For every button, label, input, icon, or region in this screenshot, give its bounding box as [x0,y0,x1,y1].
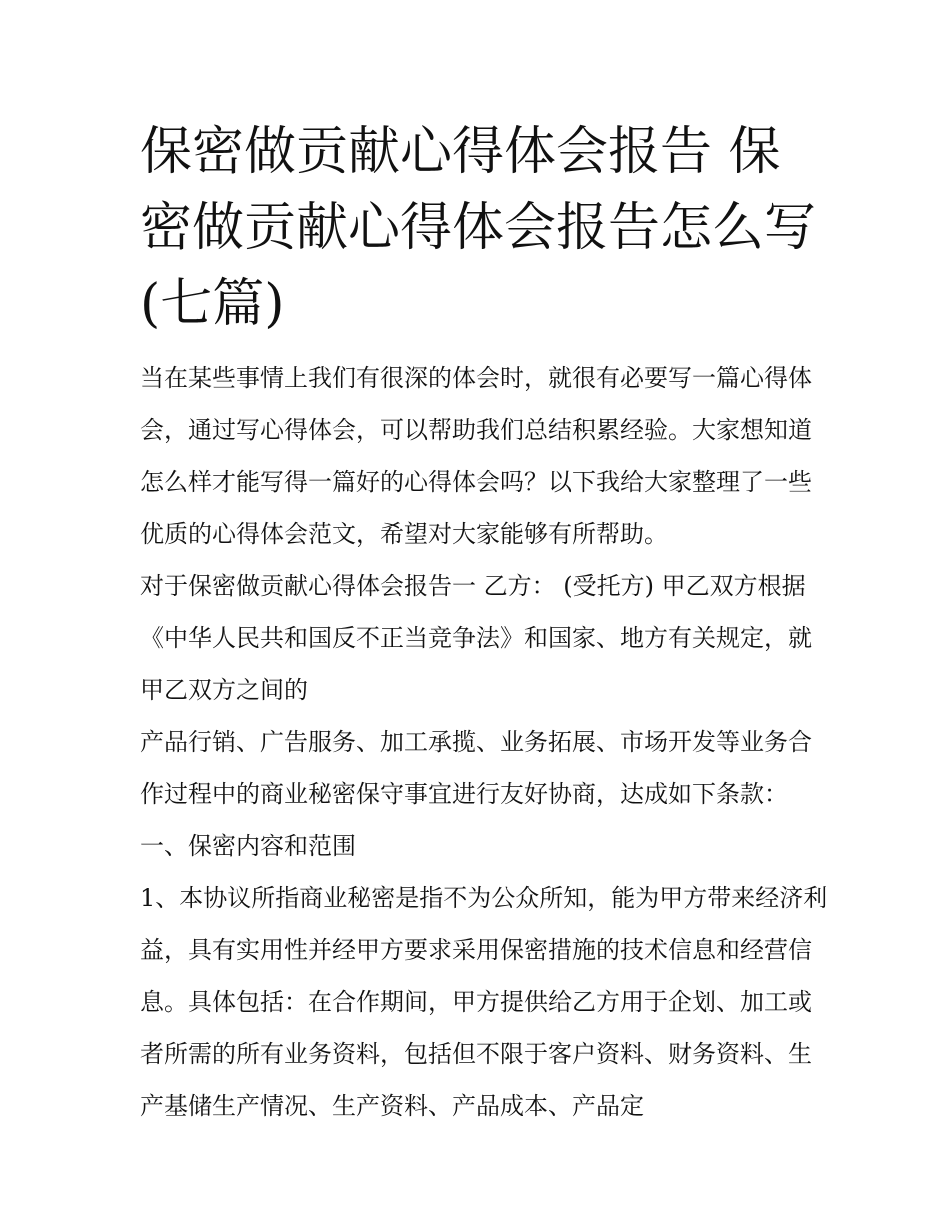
document-title: 保密做贡献心得体会报告 保密做贡献心得体会报告怎么写(七篇) [140,122,817,334]
paragraph-cooperation: 产品行销、广告服务、加工承揽、业务拓展、市场开发等业务合作过程中的商业秘密保守事宜进行友好协商，达成如下条款： 一、保密内容和范围 [140,728,812,860]
paragraph-agreement-intro: 对于保密做贡献心得体会报告一 乙方： (受托方) 甲乙双方根据《中华人民共和国反不正当竞争法》和国家、地方有关规定，就甲乙双方之间的 [140,572,812,704]
paragraph-clause-1: 1、本协议所指商业秘密是指不为公众所知，能为甲方带来经济利益，具有实用性并经甲方要求采用保密措施的技术信息和经营信息。具体包括：在合作期间，甲方提供给乙方用于企划、加工或者所需的所有业务资料，包括但不限于客户资料、财务资料、生产基储生产情况、生产资料、产品成本、产品定 [140,884,828,1120]
paragraph-intro: 当在某些事情上我们有很深的体会时，就很有必要写一篇心得体会，通过写心得体会，可以帮助我们总结积累经验。大家想知道怎么样才能写得一篇好的心得体会吗？以下我给大家整理了一些优质的心得体会范文，希望对大家能够有所帮助。 [140,364,812,548]
document-body [140,352,830,1132]
